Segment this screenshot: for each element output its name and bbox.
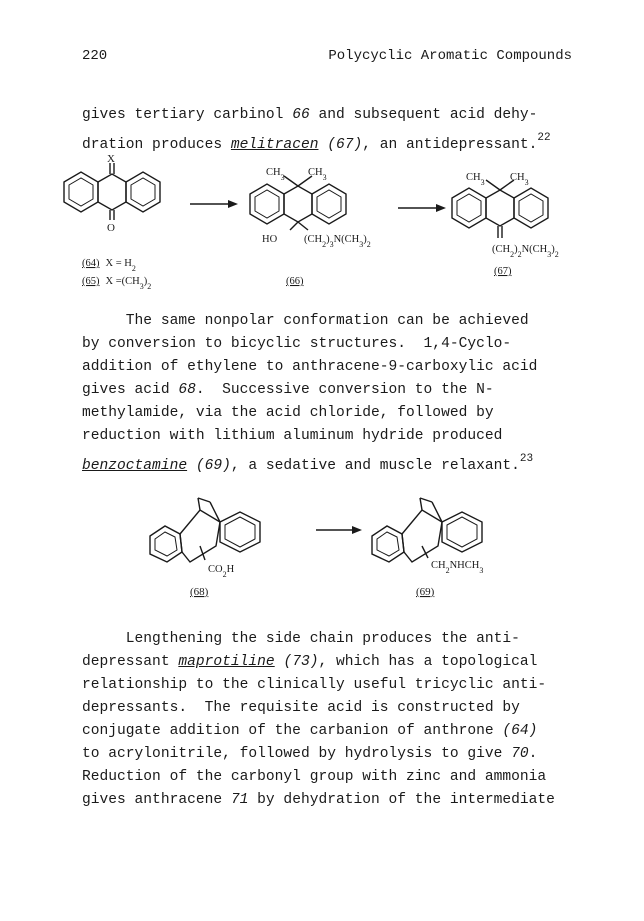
carboxyl-label: $CO_2H$: [208, 564, 235, 579]
benzoctamine-structure-69: [372, 498, 482, 562]
side-chain-66: $(CH_2)_3N(CH_3)_2$: [304, 234, 371, 249]
page-number: 220: [82, 48, 108, 64]
text-line: Lengthening the side chain produces the anti-: [82, 631, 520, 647]
text-line: to acrylonitrile, followed by hydrolysis to give 70.: [82, 746, 538, 762]
text-line: methylamide, via the acid chloride, followed by: [82, 405, 494, 421]
text-line: dration produces melitracen (67), an antidepressant.$^{22}$: [82, 132, 551, 153]
drug-name-benzoctamine: benzoctamine: [82, 458, 188, 474]
text-line: addition of ethylene to anthracene-9-carboxylic acid: [82, 359, 538, 375]
carbinol-structure-66: [250, 176, 346, 230]
methyl-label: $CH_3$: [510, 172, 529, 187]
text-line: Reduction of the carbonyl group with zinc and ammonia: [82, 769, 547, 785]
reaction-arrow: [190, 200, 238, 208]
reaction-scheme-2: [50, 488, 610, 608]
text-line: relationship to the clinically useful tricyclic anti-: [82, 677, 547, 693]
compound-label-65: (65) $X =(CH_3)_2$: [82, 276, 152, 291]
text-line: depressant maprotiline (73), which has a topological: [82, 654, 538, 670]
reaction-scheme-1: [50, 150, 610, 295]
methyl-label: $CH_3$: [466, 172, 485, 187]
methyl-label: $CH_3$: [308, 167, 327, 182]
x-label: X: [107, 153, 115, 165]
running-title: Polycyclic Aromatic Compounds: [328, 48, 572, 64]
reaction-arrow: [316, 526, 362, 534]
compound-label-68: (68): [190, 586, 209, 598]
text-line: by conversion to bicyclic structures. 1,4-Cyclo-: [82, 336, 512, 352]
side-chain-69: $CH_2NHCH_3$: [431, 560, 484, 575]
compound-label-66: (66): [286, 276, 304, 287]
paragraph-2: [82, 310, 582, 478]
bicyclic-acid-structure-68: [150, 498, 260, 562]
side-chain-67: $(CH_2)_2N(CH_3)_2$: [492, 244, 559, 259]
reference-superscript: 23: [519, 453, 534, 465]
text-line: benzoctamine (69), a sedative and muscle relaxant.$^{23}$: [82, 453, 534, 474]
melitracen-structure-67: [452, 180, 548, 238]
text-line: conjugate addition of the carbanion of anthrone (64): [82, 723, 538, 739]
text-line: depressants. The requisite acid is constructed by: [82, 700, 520, 716]
text-line: reduction with lithium aluminum hydride produced: [82, 428, 503, 444]
methyl-label: $CH_3$: [266, 167, 285, 182]
page-header: [82, 48, 572, 70]
compound-label-67: (67): [494, 266, 512, 277]
text-line: The same nonpolar conformation can be achieved: [82, 313, 529, 329]
text-line: gives acid 68. Successive conversion to the N-: [82, 382, 494, 398]
hydroxyl-label: HO: [262, 234, 278, 245]
anthrone-structure: [64, 163, 160, 220]
compound-label-64: (64) $X = H_2$: [82, 258, 136, 273]
compound-label-69: (69): [416, 586, 435, 598]
paragraph-3: [82, 628, 582, 812]
text-line: gives anthracene 71 by dehydration of the intermediate: [82, 792, 555, 808]
reference-superscript: 22: [537, 132, 551, 144]
drug-name-maprotiline: maprotiline: [178, 654, 275, 670]
oxygen-label: O: [107, 222, 115, 234]
text-line: gives tertiary carbinol 66 and subsequent acid dehy-: [82, 107, 538, 123]
reaction-arrow: [398, 204, 446, 212]
drug-name-melitracen: melitracen: [230, 137, 319, 153]
